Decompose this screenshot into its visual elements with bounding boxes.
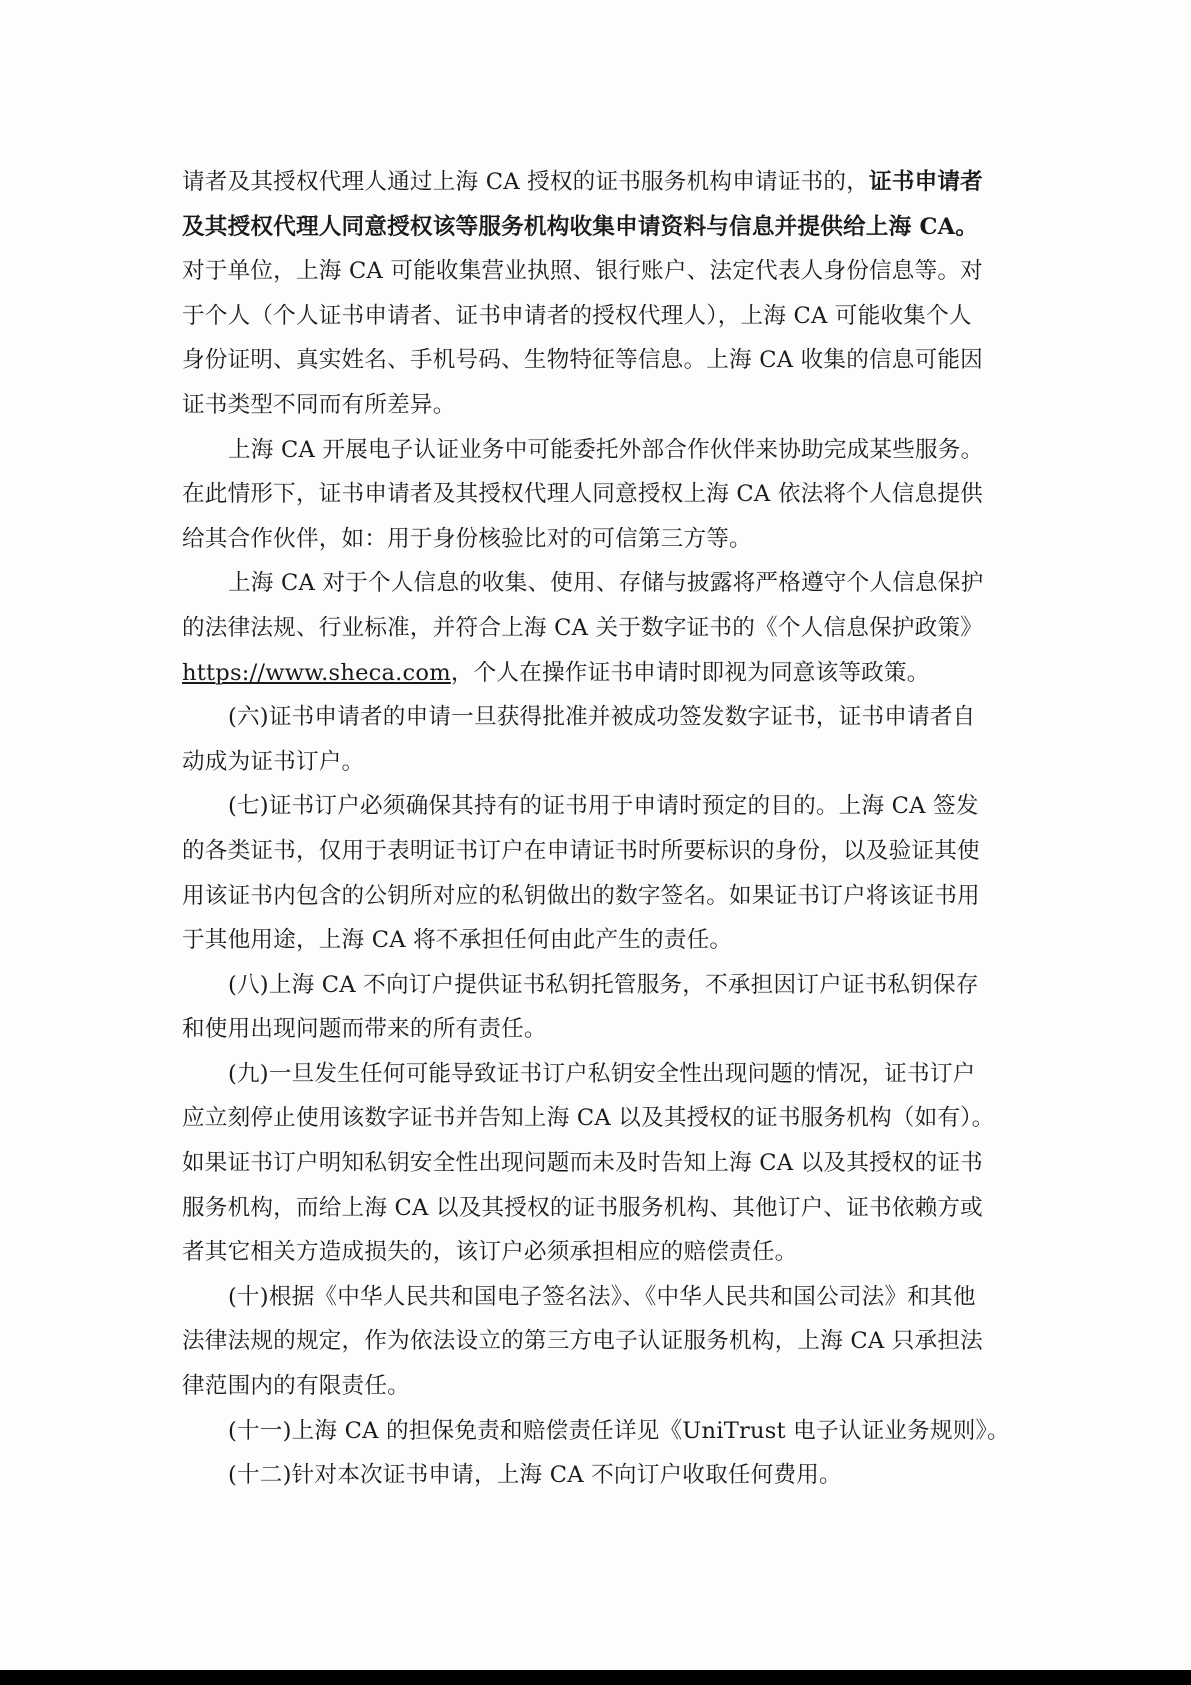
clause-9: (九)一旦发生任何可能导致证书订户私钥安全性出现问题的情况，证书订户 <box>228 1060 976 1087</box>
clause-8: (八)上海 CA 不向订户提供证书私钥托管服务，不承担因订户证书私钥保存 <box>228 971 979 998</box>
text-line: 的法律法规、行业标准，并符合上海 CA 关于数字证书的《个人信息保护政策》 <box>182 614 983 641</box>
text-line: 的各类证书，仅用于表明证书订户在申请证书时所要标识的身份，以及验证其使 <box>182 837 980 864</box>
clause-6: (六)证书申请者的申请一旦获得批准并被成功签发数字证书，证书申请者自 <box>228 704 976 731</box>
paragraph-start: 上海 CA 开展电子认证业务中可能委托外部合作伙伴来协助完成某些服务。 <box>228 436 984 463</box>
sheca-link[interactable]: https://www.sheca.com <box>182 659 451 686</box>
clause-11: (十一)上海 CA 的担保免责和赔偿责任详见《UniTrust 电子认证业务规则》。 <box>228 1417 1010 1444</box>
text-line: 如果证书订户明知私钥安全性出现问题而未及时告知上海 CA 以及其授权的证书 <box>182 1150 983 1177</box>
text-line: 对于单位，上海 CA 可能收集营业执照、银行账户、法定代表人身份信息等。对 <box>182 258 983 285</box>
text-line: https://www.sheca.com，个人在操作证书申请时即视为同意该等政策。 <box>182 659 930 686</box>
text-line: 应立刻停止使用该数字证书并告知上海 CA 以及其授权的证书服务机构（如有）。 <box>182 1105 995 1132</box>
text-line: 法律法规的规定，作为依法设立的第三方电子认证服务机构，上海 CA 只承担法 <box>182 1328 983 1355</box>
text-line: 给其合作伙伴，如：用于身份核验比对的可信第三方等。 <box>182 525 752 552</box>
document-body <box>182 160 1010 1498</box>
text-line: 动成为证书订户。 <box>182 748 365 775</box>
text-line: 和使用出现问题而带来的所有责任。 <box>182 1016 547 1043</box>
text-line: 于其他用途，上海 CA 将不承担任何由此产生的责任。 <box>182 927 733 954</box>
paragraph-start: 上海 CA 对于个人信息的收集、使用、存储与披露将严格遵守个人信息保护 <box>228 570 984 597</box>
clause-12: (十二)针对本次证书申请，上海 CA 不向订户收取任何费用。 <box>228 1462 842 1489</box>
text-line: 服务机构，而给上海 CA 以及其授权的证书服务机构、其他订户、证书依赖方或 <box>182 1194 983 1221</box>
text-line: 身份证明、真实姓名、手机号码、生物特征等信息。上海 CA 收集的信息可能因 <box>182 347 983 374</box>
text-line: 请者及其授权代理人通过上海 CA 授权的证书服务机构申请证书的，证书申请者 <box>182 169 983 195</box>
text-line: 于个人（个人证书申请者、证书申请者的授权代理人），上海 CA 可能收集个人 <box>182 302 972 329</box>
text-line: 律范围内的有限责任。 <box>182 1373 410 1400</box>
text-line: 证书类型不同而有所差异。 <box>182 391 456 418</box>
text-line: 用该证书内包含的公钥所对应的私钥做出的数字签名。如果证书订户将该证书用 <box>182 882 980 909</box>
scan-edge-bar <box>0 1670 1191 1685</box>
text-line: 在此情形下，证书申请者及其授权代理人同意授权上海 CA 依法将个人信息提供 <box>182 481 983 508</box>
clause-7: (七)证书订户必须确保其持有的证书用于申请时预定的目的。上海 CA 签发 <box>228 793 979 820</box>
text-line: 者其它相关方造成损失的，该订户必须承担相应的赔偿责任。 <box>182 1239 798 1266</box>
text-line: 及其授权代理人同意授权该等服务机构收集申请资料与信息并提供给上海 CA。 <box>182 213 979 240</box>
clause-10: (十)根据《中华人民共和国电子签名法》、《中华人民共和国公司法》和其他 <box>228 1283 976 1310</box>
